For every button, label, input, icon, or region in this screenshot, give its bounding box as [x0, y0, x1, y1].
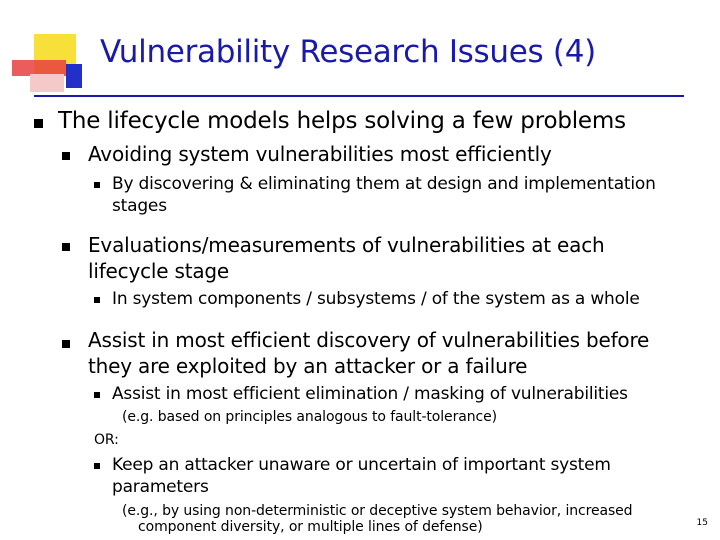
bullet-l1 [34, 119, 43, 128]
point-assist-line2: they are exploited by an attacker or a failure [88, 354, 528, 378]
bullet-c [62, 340, 70, 348]
point-assist-sub1: Assist in most efficient elimination / masking of vulnerabilities [112, 384, 628, 404]
point-avoiding-sub1-line1: By discovering & eliminating them at design and implementation [112, 174, 656, 194]
decor-blue-square [66, 64, 82, 88]
or-label: OR: [94, 432, 119, 448]
point-assist-sub2-line1: Keep an attacker unaware or uncertain of important system [112, 455, 611, 475]
page-number: 15 [696, 518, 708, 528]
bullet-c2 [94, 463, 100, 469]
point-assist-line1: Assist in most efficient discovery of vulnerabilities before [88, 328, 650, 352]
slide-title: Vulnerability Research Issues (4) [100, 34, 596, 70]
decor-pink-square [30, 74, 64, 92]
bullet-a [62, 152, 70, 160]
bullet-a1 [94, 182, 100, 188]
point-evaluations-line1: Evaluations/measurements of vulnerabilities at each [88, 233, 605, 257]
point-assist-note2-line1: (e.g., by using non-deterministic or deceptive system behavior, increased [122, 503, 633, 519]
point-assist-note2-line2: component diversity, or multiple lines of defense) [138, 519, 483, 535]
point-avoiding: Avoiding system vulnerabilities most efficiently [88, 142, 552, 166]
bullet-c1 [94, 392, 100, 398]
main-point: The lifecycle models helps solving a few problems [58, 108, 626, 134]
bullet-b1 [94, 297, 100, 303]
bullet-b [62, 243, 70, 251]
title-underline [34, 95, 684, 97]
point-assist-sub2-line2: parameters [112, 477, 209, 497]
point-evaluations-sub1: In system components / subsystems / of the system as a whole [112, 289, 640, 309]
point-evaluations-line2: lifecycle stage [88, 259, 230, 283]
point-avoiding-sub1-line2: stages [112, 196, 167, 216]
point-assist-note1: (e.g. based on principles analogous to fault-tolerance) [122, 409, 497, 425]
